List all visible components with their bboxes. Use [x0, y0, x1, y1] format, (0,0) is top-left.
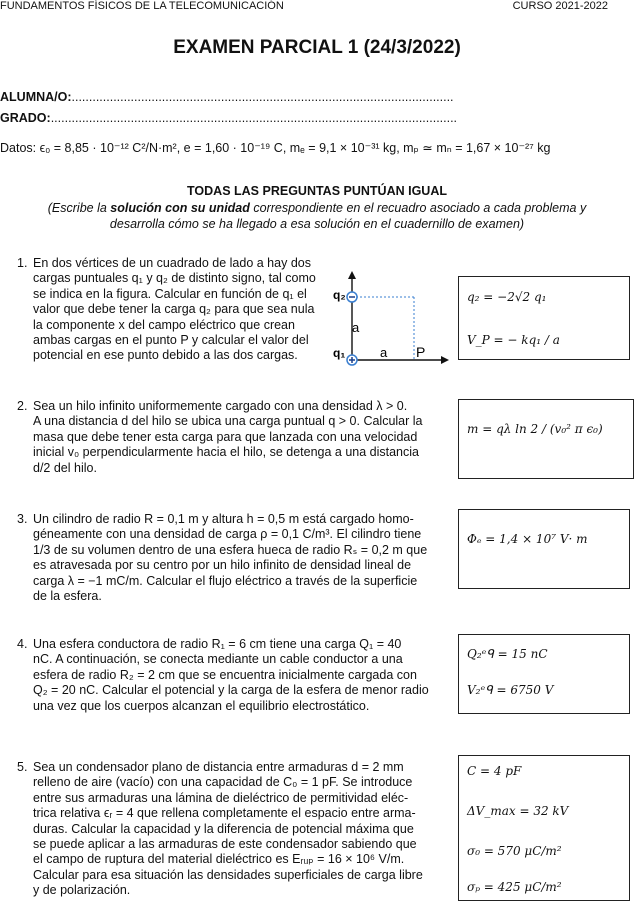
answer-box-4[interactable]: [458, 634, 630, 714]
answer-voltage: ΔV_max = 32 kV: [467, 804, 569, 818]
group-dots: .....................................................................................................................: [50, 111, 458, 125]
answer-q2: q₂ = −2√2 q₁: [467, 290, 547, 304]
question-number: 1.: [17, 256, 28, 270]
answer-charge: Q₂ᵉᑫ = 15 nC: [467, 647, 548, 661]
instructions-text: (Escribe la solución con su unidad correspondiente en el recuadro asociado a cada problema y desarrolla cómo se ha llegado a esa solución en el cuadernillo de examen): [47, 201, 587, 231]
square-charges-figure: [330, 268, 450, 370]
label-point-p: P: [416, 344, 426, 360]
student-label: ALUMNA/O:: [0, 90, 72, 104]
student-field: [0, 90, 610, 104]
y-axis-arrow: [348, 271, 356, 279]
course-header: FUNDAMENTOS FÍSICOS DE LA TELECOMUNICACIÓN: [0, 0, 284, 12]
answer-polarization-density: σₚ = 425 μC/m²: [467, 880, 562, 894]
question-number: 3.: [17, 512, 28, 526]
group-field: [0, 111, 610, 125]
answer-free-density: σ₀ = 570 μC/m²: [467, 844, 562, 858]
answer-flux: Φₑ = 1,4 × 10⁷ V· m: [467, 532, 588, 546]
answer-box-2[interactable]: [458, 399, 634, 479]
answer-vp: V_P = − kq₁ / a: [467, 333, 560, 347]
label-q1: q₁: [333, 346, 346, 360]
answer-capacitance: C = 4 pF: [467, 764, 522, 778]
constants-line: Datos: ϵ₀ = 8,85 · 10⁻¹² C²/N·m², e = 1,60 · 10⁻¹⁹ C, mₑ = 9,1 × 10⁻³¹ kg, mₚ ≃ mₙ = 1,67 × 10⁻²⁷ kg: [0, 141, 551, 155]
answer-box-3[interactable]: [458, 509, 630, 589]
instructions-emphasis: solución con su unidad: [110, 201, 250, 215]
student-dots: ..............................................................................................................: [71, 90, 454, 104]
exam-title: EXAMEN PARCIAL 1 (24/3/2022): [173, 37, 461, 58]
label-bottom-a: a: [380, 345, 388, 360]
question-number: 4.: [17, 637, 28, 651]
label-side-a: a: [352, 320, 360, 335]
label-q2: q₂: [333, 288, 346, 302]
group-label: GRADO:: [0, 111, 51, 125]
x-axis-arrow: [441, 356, 449, 364]
year-header: CURSO 2021-2022: [512, 0, 608, 12]
question-number: 2.: [17, 399, 28, 413]
question-number: 5.: [17, 760, 28, 774]
answer-box-1[interactable]: [458, 276, 630, 360]
answer-box-5[interactable]: [458, 755, 630, 901]
instructions-heading: TODAS LAS PREGUNTAS PUNTÚAN IGUAL: [187, 184, 447, 198]
answer-potential: V₂ᵉᑫ = 6750 V: [467, 683, 554, 697]
answer-mass: m = qλ ln 2 / (v₀² π ϵ₀): [467, 422, 603, 436]
